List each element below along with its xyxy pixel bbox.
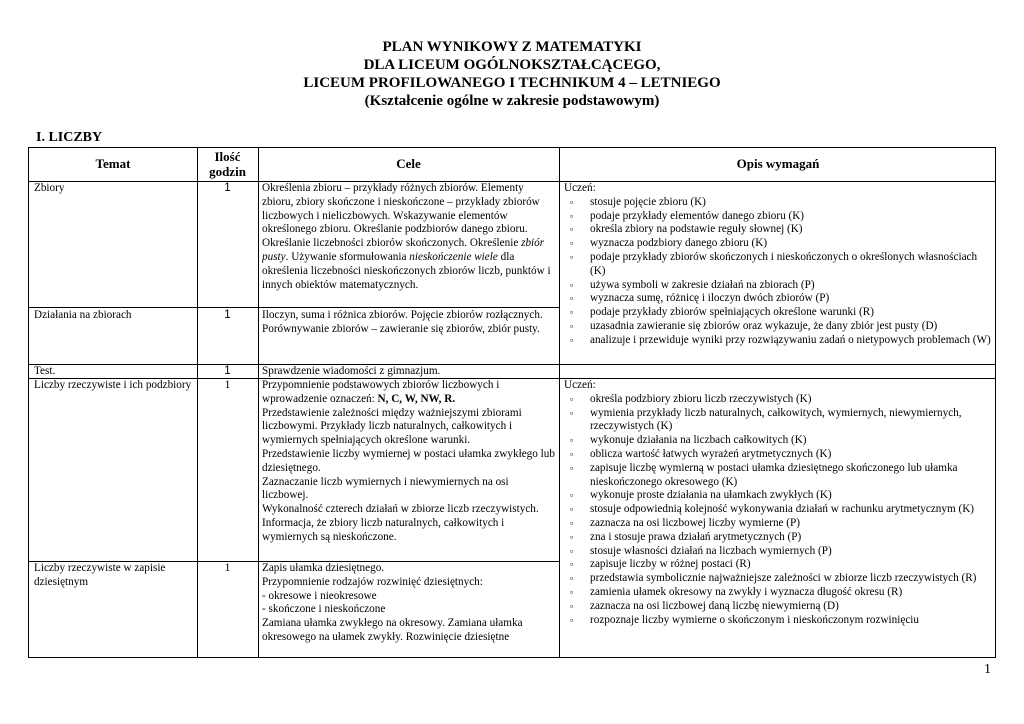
bullet-icon: ▫ (570, 559, 574, 570)
requirement-item: ▫ analizuje i przewiduje wyniki przy rozwiązywaniu zadań o nietypowych problemach (W) (570, 333, 991, 346)
row5-goals: Zapis ułamka dziesiętnego. Przypomnienie rodzajów rozwinięć dziesiętnych: - okresowe i nieokresowe - skończone i nieskończone Zamiana ułamka zwykłego na okresowy. Zamiana ułamka okresowego na ułamek zwykły. Rozwinięcie dziesiętne (262, 562, 523, 643)
header-topic: Temat (95, 156, 131, 171)
bullet-icon: ▫ (570, 435, 574, 446)
row4-goals: Przypomnienie podstawowych zbiorów liczbowych i wprowadzenie oznaczeń: N, C, W, NW, R. Przedstawienie zależności między ważniejszymi zbiorami liczbowymi. Przykłady liczb naturalnych, całkowitych i wymiernych spełniających określone warunki. Przedstawienie liczby wymiernej w postaci ułamka zwykłego lub dziesiętnego. Zaznaczanie liczb wymiernych i niewymiernych na osi liczbowej. Wykonalność czterech działań w zbiorze liczb rzeczywistych. Informacja, że zbiory liczb naturalnych, całkowitych i wymiernych są nieskończone. (262, 379, 555, 543)
page-number: 1 (984, 662, 991, 677)
requirement-item: ▫ przedstawia symbolicznie najważniejsze zależności w zbiorze liczb rzeczywistych (R) (570, 572, 977, 585)
row5-hours: 1 (224, 562, 231, 574)
bullet-icon: ▫ (570, 307, 574, 318)
requirement-item: ▫ wykonuje proste działania na ułamkach zwykłych (K) (570, 489, 832, 502)
row1-goals: Określenia zbioru – przykłady różnych zbiorów. Elementy zbioru, zbiory skończone i nieskończone – przykłady zbiorów liczbowych i nieliczbowych. Wskazywanie elementów określonego zbioru. Określanie podzbiorów danego zbioru. Określanie liczebności zbiorów skończonych. Określenie zbiór pusty. Używanie sformułowania nieskończenie wiele dla określenia liczebności nieskończonych zbiorów liczb, punktów i innych obiektów matematycznych. (262, 182, 551, 291)
bullet-icon: ▫ (570, 586, 574, 597)
row3-topic: Test. (34, 365, 56, 377)
requirement-item: ▫ wyznacza sumę, różnicę i iloczyn dwóch zbiorów (P) (570, 292, 830, 305)
row2-hours: 1 (224, 309, 231, 321)
requirement-item: ▫ zamienia ułamek okresowy na zwykły i wyznacza długość okresu (R) (570, 585, 903, 598)
row3-goals: Sprawdzenie wiadomości z gimnazjum. (262, 365, 441, 377)
plan-table (28, 147, 996, 658)
requirement-item: ▫ zaznacza na osi liczbowej liczby wymierne (P) (570, 516, 800, 529)
requirement-item: ▫ rozpoznaje liczby wymierne o skończonym i nieskończonym rozwinięciu (570, 613, 919, 626)
requirement-item: ▫ zna i stosuje prawa działań arytmetycznych (P) (570, 530, 802, 543)
requirement-item: ▫ zaznacza na osi liczbowej daną liczbę niewymierną (D) (570, 599, 839, 612)
bullet-icon: ▫ (570, 531, 574, 542)
requirement-item: ▫ oblicza wartość łatwych wyrażeń arytmetycznych (K) (570, 447, 832, 460)
requirement-item: ▫ wykonuje działania na liczbach całkowitych (K) (570, 434, 807, 447)
bullet-icon: ▫ (570, 545, 574, 556)
requirements-block-1: Uczeń: ▫ stosuje pojęcie zbioru (K) ▫ podaje przykłady elementów danego zbioru (K) ▫ określa zbiory na podstawie reguły słownej (K) ▫ wyznacza podzbiory danego zbioru (K) ▫ podaje przykłady zbiorów skończonych i nieskończonych o określonych własnościach (K) ▫ używa symboli w zakresie działań na zbiorach (P) ▫ wyznacza sumę, różnicę i iloczyn dwóch zbiorów (P) ▫ podaje przykłady zbiorów spełniających określone warunki (R) ▫ uzasadnia zawieranie się zbiorów oraz wykazuje, że dany zbiór jest pusty (D) ▫ analizuje i przewiduje wyniki przy rozwiązywaniu zadań o nietypowych problemach (W) (564, 182, 994, 363)
row5-topic: Liczby rzeczywiste w zapisie dziesiętnym (34, 562, 166, 588)
row1-topic: Zbiory (34, 182, 65, 194)
title-line-2: DLA LICEUM OGÓLNOKSZTAŁCĄCEGO, (363, 57, 661, 73)
row-divider (29, 307, 559, 308)
requirement-item: ▫ określa podzbiory zbioru liczb rzeczywistych (K) (570, 392, 812, 405)
requirement-item: ▫ określa zbiory na podstawie reguły słownej (K) (570, 223, 803, 236)
title-line-1: PLAN WYNIKOWY Z MATEMATYKI (382, 39, 642, 55)
col-divider (258, 148, 259, 657)
requirement-item: ▫ stosuje własności działań na liczbach wymiernych (P) (570, 544, 832, 557)
requirement-item: ▫ wymienia przykłady liczb naturalnych, całkowitych, wymiernych, niewymiernych, rzeczywistych (K) (570, 406, 962, 433)
requirement-item: ▫ stosuje odpowiednią kolejność wykonywania działań w rachunku arytmetycznym (K) (570, 503, 974, 516)
row1-hours: 1 (224, 182, 231, 194)
bullet-icon: ▫ (570, 334, 574, 345)
bullet-icon: ▫ (570, 448, 574, 459)
requirement-item: ▫ uzasadnia zawieranie się zbiorów oraz wykazuje, że dany zbiór jest pusty (D) (570, 319, 938, 332)
bullet-icon: ▫ (570, 614, 574, 625)
bullet-icon: ▫ (570, 462, 574, 473)
requirements-block-2: Uczeń: ▫ określa podzbiory zbioru liczb rzeczywistych (K) ▫ wymienia przykłady liczb naturalnych, całkowitych, wymiernych, niewymiernych, rzeczywistych (K) ▫ wykonuje działania na liczbach całkowitych (K) ▫ oblicza wartość łatwych wyrażeń arytmetycznych (K) ▫ zapisuje liczbę wymierną w postaci ułamka dziesiętnego skończonego lub ułamka nieskończonego okresowego (K) ▫ wykonuje proste działania na ułamkach zwykłych (K) ▫ stosuje odpowiednią kolejność wykonywania działań w rachunku arytmetycznym (K) ▫ zaznacza na osi liczbowej liczby wymierne (P) ▫ zna i stosuje prawa działań arytmetycznych (P) ▫ stosuje własności działań na liczbach wymiernych (P) ▫ zapisuje liczby w różnej postaci (R) ▫ przedstawia symbolicznie najważniejsze zależności w zbiorze liczb rzeczywistych (R) ▫ zamienia ułamek okresowy na zwykły i wyznacza długość okresu (R) ▫ zaznacza na osi liczbowej daną liczbę niewymierną (D) ▫ rozpoznaje liczby wymierne o skończonym i nieskończonym rozwinięciu (564, 379, 994, 658)
requirement-item: ▫ podaje przykłady zbiorów skończonych i nieskończonych o określonych własnościach (K) (570, 250, 978, 277)
requirement-item: ▫ zapisuje liczbę wymierną w postaci ułamka dziesiętnego skończonego lub ułamka nieskończonego okresowego (K) (570, 461, 958, 488)
bullet-icon: ▫ (570, 196, 574, 207)
document-title (0, 38, 1024, 110)
row4-topic: Liczby rzeczywiste i ich podzbiory (34, 379, 192, 391)
bullet-icon: ▫ (570, 293, 574, 304)
bullet-icon: ▫ (570, 320, 574, 331)
requirement-item: ▫ stosuje pojęcie zbioru (K) (570, 195, 706, 208)
row2-goals: Iloczyn, suma i różnica zbiorów. Pojęcie zbiorów rozłącznych. Porównywanie zbiorów – zawieranie się zbiorów, zbiór pusty. (262, 309, 543, 335)
bullet-icon: ▫ (570, 517, 574, 528)
requirement-item: ▫ zapisuje liczby w różnej postaci (R) (570, 558, 751, 571)
row2-topic: Działania na zbiorach (34, 309, 132, 321)
header-hours: Ilość godzin (209, 149, 246, 179)
requirements-list-1 (564, 196, 994, 348)
bullet-icon: ▫ (570, 573, 574, 584)
bullet-icon: ▫ (570, 504, 574, 515)
header-requirements: Opis wymagań (736, 156, 820, 171)
bullet-icon: ▫ (570, 224, 574, 235)
bullet-icon: ▫ (570, 238, 574, 249)
title-line-3: LICEUM PROFILOWANEGO I TECHNIKUM 4 – LETNIEGO (303, 75, 721, 91)
bullet-icon: ▫ (570, 279, 574, 290)
header-goals: Cele (396, 156, 421, 171)
bullet-icon: ▫ (570, 490, 574, 501)
requirement-item: ▫ wyznacza podzbiory danego zbioru (K) (570, 237, 768, 250)
bullet-icon: ▫ (570, 210, 574, 221)
bullet-icon: ▫ (570, 600, 574, 611)
bullet-icon: ▫ (570, 251, 574, 262)
title-line-4: (Kształcenie ogólne w zakresie podstawowym) (364, 93, 660, 109)
col-divider (197, 148, 198, 657)
requirement-item: ▫ podaje przykłady zbiorów spełniających określone warunki (R) (570, 306, 874, 319)
requirement-item: ▫ podaje przykłady elementów danego zbioru (K) (570, 209, 805, 222)
row3-hours: 1 (224, 365, 231, 377)
section-heading: I. LICZBY (36, 130, 103, 145)
requirements-list-2 (564, 393, 994, 628)
row4-hours: 1 (224, 379, 231, 391)
requirement-item: ▫ używa symboli w zakresie działań na zbiorach (P) (570, 278, 815, 291)
bullet-icon: ▫ (570, 393, 574, 404)
col-divider (559, 148, 560, 657)
bullet-icon: ▫ (570, 407, 574, 418)
